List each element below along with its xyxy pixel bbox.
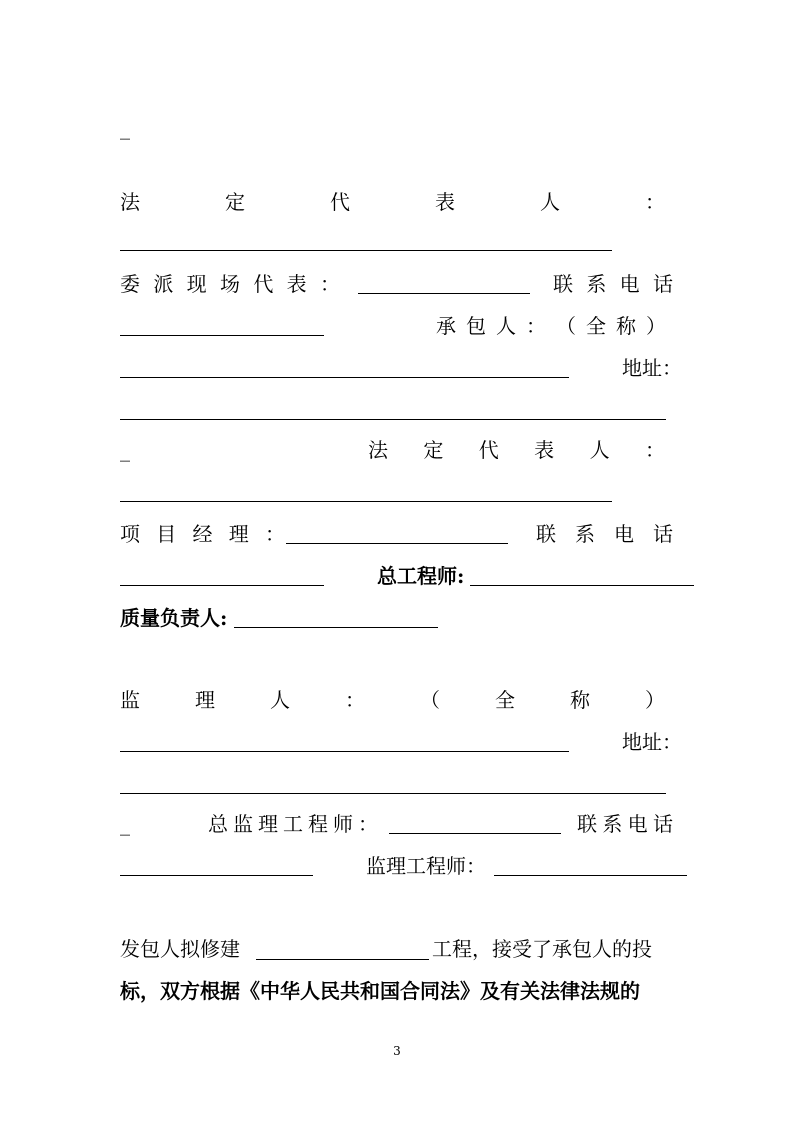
employer-site-rep-label [120,272,340,296]
label-char: 法 [368,438,388,462]
label-char: 经 [192,522,213,546]
label-char: 人 [496,314,516,338]
label-char: 理 [258,812,278,836]
label-char: ： [265,522,285,546]
label-char: 派 [153,272,174,296]
label-char: 包 [466,314,486,338]
label-char: 现 [186,272,207,296]
label-char: 表 [286,272,307,296]
dash-mark: _ [120,438,130,462]
label-char: （ [556,314,576,338]
contractor-contact-label [536,522,673,546]
label-char: 称 [570,688,590,712]
page-number: 3 [393,1044,401,1058]
contractor-legal-rep-field[interactable] [120,501,612,502]
label-char: 系 [602,812,623,836]
employer-site-rep-field[interactable] [358,293,530,294]
label-char: 法 [120,190,140,214]
label-char: 全 [495,688,515,712]
label-char: 话 [652,812,673,836]
supervisor-address-label: 地址： [622,730,682,754]
label-char: ） [645,688,665,712]
label-char: 代 [253,272,274,296]
employer-contact-label [553,272,673,296]
label-char: 目 [156,522,177,546]
supervisor-address-field[interactable] [120,793,666,794]
label-char: ： [644,438,665,462]
label-char: 定 [423,438,444,462]
project-manager-field[interactable] [286,543,508,544]
employer-contact-field[interactable] [120,335,324,336]
quality-lead-field[interactable] [234,627,438,628]
label-char: 程 [308,812,328,836]
label-char: 话 [653,522,673,546]
label-char: 称 [616,314,636,338]
supervisor-contact-label [577,812,673,836]
label-char: 人 [270,688,290,712]
label-char: 表 [435,190,455,214]
label-char: 电 [619,272,640,296]
employer-legal-rep-field[interactable] [120,250,612,251]
label-char: 联 [577,812,597,836]
label-char: ： [526,314,546,338]
contractor-contact-field[interactable] [120,585,324,586]
label-char: 人 [589,438,610,462]
label-char: 人 [540,190,560,214]
chief-supervisor-label [208,812,378,836]
label-char: 总 [208,812,228,836]
label-char: 代 [330,190,350,214]
project-name-field[interactable] [256,959,429,960]
contractor-address-label: 地址： [622,356,682,380]
contractor-address-field[interactable] [120,419,666,420]
label-char: ） [646,314,666,338]
supervisor-name-field[interactable] [120,751,569,752]
label-char: 理 [228,522,249,546]
chief-engineer-label: 总工程师: [377,564,465,588]
label-char: 全 [586,314,606,338]
contractor-name-label [436,314,666,338]
label-char: 系 [586,272,607,296]
chief-engineer-field[interactable] [470,585,694,586]
label-char: 场 [219,272,240,296]
label-char: 工 [283,812,303,836]
label-char: 理 [195,688,215,712]
supervisor-contact-field[interactable] [120,875,313,876]
label-char: 定 [225,190,245,214]
label-char: 承 [436,314,456,338]
dash-mark: _ [120,812,130,836]
employer-legal-rep-label [120,190,665,214]
supervising-engineer-label: 监理工程师： [366,854,486,878]
label-char: ： [345,688,365,712]
project-manager-label [120,522,285,546]
label-char: ： [645,190,665,214]
body-line-2: 标，双方根据《中华人民共和国合同法》及有关法律法规的 [120,979,640,1003]
label-char: 表 [534,438,555,462]
label-char: 联 [553,272,573,296]
dash-mark: _ [120,116,130,140]
contractor-name-field[interactable] [120,377,569,378]
body-line-1-start: 发包人拟修建 [120,937,240,961]
label-char: 师 [333,812,353,836]
label-char: 电 [614,522,634,546]
label-char: ： [358,812,378,836]
label-char: 话 [652,272,673,296]
supervisor-name-label [120,688,665,712]
label-char: 代 [478,438,499,462]
label-char: 监 [120,688,140,712]
label-char: 项 [120,522,140,546]
label-char: 联 [536,522,556,546]
body-line-1-end: 工程，接受了承包人的投 [432,937,652,961]
label-char: ： [319,272,340,296]
chief-supervisor-field[interactable] [389,833,561,834]
label-char: 监 [233,812,253,836]
contractor-legal-rep-label [368,438,665,462]
label-char: 委 [120,272,140,296]
quality-lead-label: 质量负责人: [120,606,228,630]
label-char: 系 [575,522,595,546]
supervising-engineer-field[interactable] [494,875,687,876]
label-char: （ [420,688,440,712]
label-char: 电 [627,812,648,836]
